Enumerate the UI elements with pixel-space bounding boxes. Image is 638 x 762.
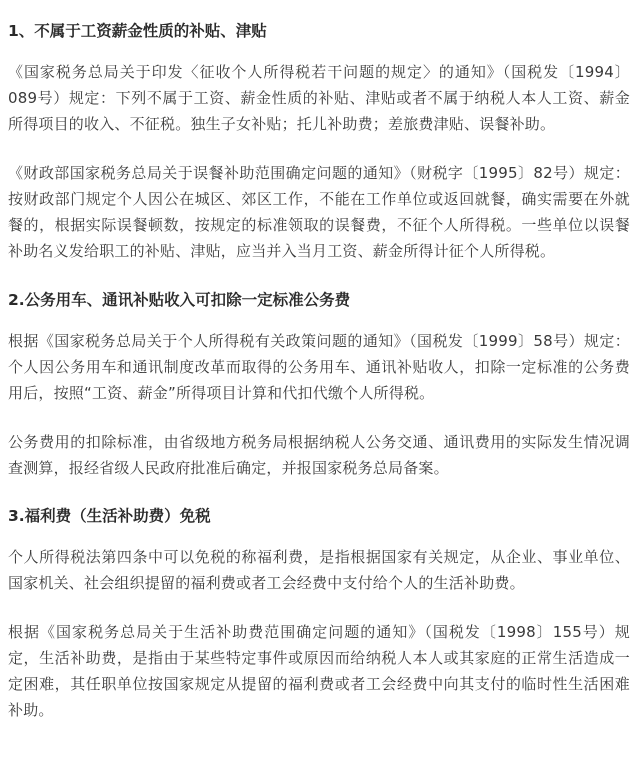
- section-heading-3: 3.福利费（生活补助费）免税: [8, 507, 211, 525]
- section-3-paragraph-2: 根据《国家税务总局关于生活补助费范围确定问题的通知》（国税发〔1998〕155号）规定，生活补助费，是指由于某些特定事件或原因而给纳税人本人或其家庭的正常生活造成一定困难，其任职单位按国家规定从提留的福利费或者工会经费中向其支付的临时性生活困难补助。: [8, 623, 630, 719]
- section-heading-2: 2.公务用车、通讯补贴收入可扣除一定标准公务费: [8, 291, 351, 309]
- section-2-paragraph-1: 根据《国家税务总局关于个人所得税有关政策问题的通知》（国税发〔1999〕58号）规定：个人因公务用车和通讯制度改革而取得的公务用车、通讯补贴收人，扣除一定标准的公务费用后，按照“工资、薪金”所得项目计算和代扣代缴个人所得税。: [8, 332, 630, 402]
- section-1-paragraph-1: 《国家税务总局关于印发〈征收个人所得税若干问题的规定〉的通知》（国税发〔1994〕089号）规定：下列不属于工资、薪金性质的补贴、津贴或者不属于纳税人本人工资、薪金所得项目的收入、不征税。独生子女补贴；托儿补助费；差旅费津贴、误餐补助。: [8, 63, 630, 133]
- section-2-paragraph-2: 公务费用的扣除标准，由省级地方税务局根据纳税人公务交通、通讯费用的实际发生情况调查测算，报经省级人民政府批准后确定，并报国家税务总局备案。: [8, 433, 630, 477]
- section-heading-1: 1、不属于工资薪金性质的补贴、津贴: [8, 22, 267, 40]
- section-1-paragraph-2: 《财政部国家税务总局关于误餐补助范围确定问题的通知》（财税字〔1995〕82号）规定：按财政部门规定个人因公在城区、郊区工作，不能在工作单位或返回就餐，确实需要在外就餐的，根据实际误餐顿数，按规定的标准领取的误餐费，不征个人所得税。一些单位以误餐补助名义发给职工的补贴、津贴，应当并入当月工资、薪金所得计征个人所得税。: [8, 164, 630, 260]
- section-3-paragraph-1: 个人所得税法第四条中可以免税的称福利费，是指根据国家有关规定，从企业、事业单位、国家机关、社会组织提留的福利费或者工会经费中支付给个人的生活补助费。: [8, 548, 630, 592]
